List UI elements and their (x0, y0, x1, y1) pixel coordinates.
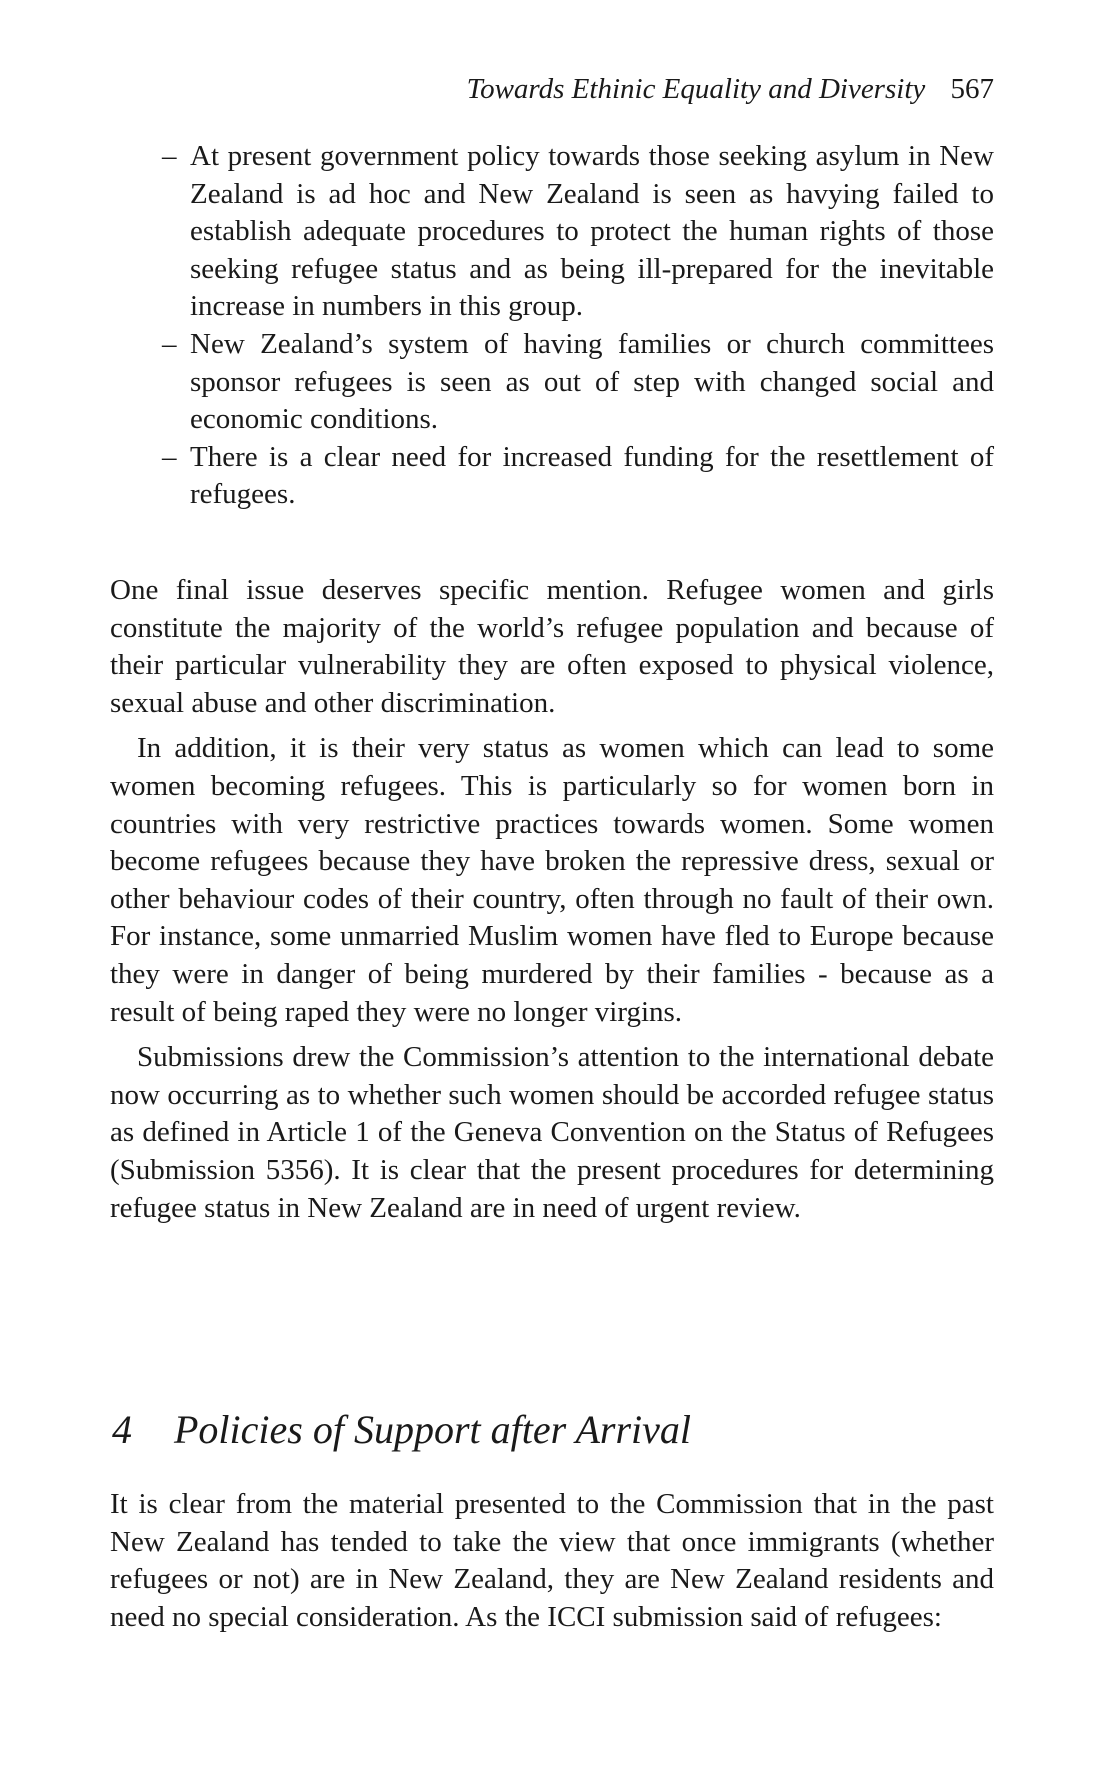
section-title: Policies of Support after Arrival (174, 1407, 692, 1452)
section-heading (112, 1406, 691, 1454)
running-head-title: Towards Ethinic Equality and Diversity (466, 73, 926, 105)
bullet-dash: – (162, 327, 177, 360)
bullet-item (110, 326, 994, 439)
paragraph-women-status: In addition, it is their very status as women which can lead to some women becoming refugees. This is particularly so for women born in countries with very restrictive practices towards women. Some women become refugees because they have broken the repressive dress, sexual or other behaviour codes of their country, often through no fault of their own. For instance, some unmarried Muslim women have fled to Europe because they were in danger of being murdered by their families - because as a result of being raped they were no longer virgins. (110, 732, 994, 1028)
bullet-item (110, 439, 994, 514)
paragraph-refugee-women: One final issue deserves specific mention. Refugee women and girls constitute the majority of the world’s refugee population and because of their particular vulnerability they are often exposed to physical violence, sexual abuse and other discrimination. (110, 574, 994, 719)
section-body (110, 1486, 994, 1636)
bullet-text: New Zealand’s system of having families or church committees sponsor refugees is seen as out of step with changed social and economic conditions. (190, 327, 994, 436)
section-number: 4 (112, 1407, 132, 1452)
bullet-text: At present government policy towards those seeking asylum in New Zealand is ad hoc and New Zealand is seen as havying failed to establish adequate procedures to protect the human rights of those seeking refugee status and as being ill-prepared for the inevitable increase in numbers in this group. (190, 140, 994, 323)
running-head (467, 72, 994, 106)
page-number: 567 (950, 73, 994, 105)
bullet-item (110, 138, 994, 326)
paragraph-submissions: Submissions drew the Commission’s attention to the international debate now occurring as to whether such women should be accorded refugee status as defined in Article 1 of the Geneva Convention on the Status of Refugees (Submission 5356). It is clear that the present procedures for determining refugee status in New Zealand are in need of urgent review. (110, 1041, 994, 1224)
bullet-list (110, 138, 994, 514)
bullet-dash: – (162, 440, 177, 473)
bullet-dash: – (162, 140, 177, 172)
paragraph-support-after-arrival: It is clear from the material presented to the Commission that in the past New Zealand has tended to take the view that once immigrants (whether refugees or not) are in New Zealand, they are New Zealand residents and need no special consideration. As the ICCI submission said of refugees: (110, 1488, 994, 1633)
bullet-text: There is a clear need for increased funding for the resettlement of refugees. (190, 440, 994, 511)
body-text (110, 572, 994, 1227)
